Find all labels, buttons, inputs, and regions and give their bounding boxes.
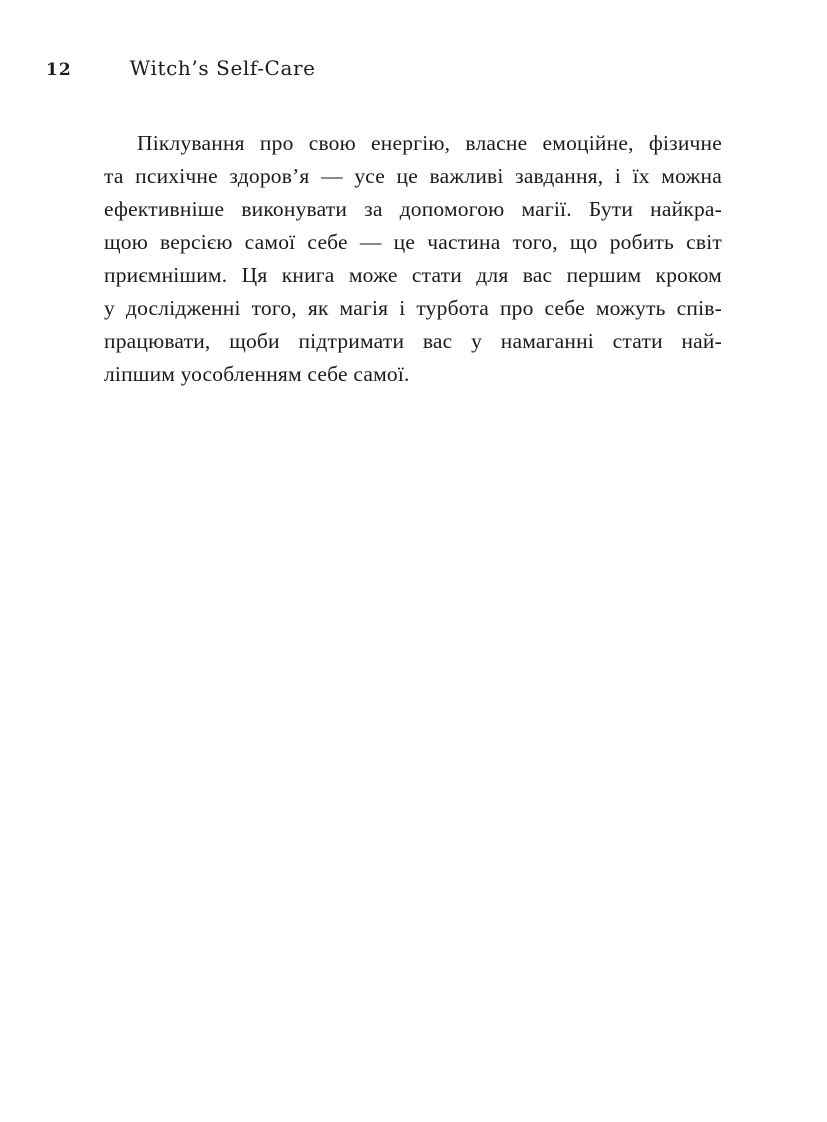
running-title: Witch’s Self-Care — [129, 56, 316, 80]
text-line: ефективніше виконувати за допомогою магії. Бути найкра- — [104, 197, 722, 221]
text-line: щою версією самої себе — це частина того, що робить світ — [104, 230, 722, 254]
text-line: та психічне здоров’я — усе це важливі завдання, і їх можна — [104, 164, 722, 188]
body-paragraph — [104, 127, 722, 391]
running-header — [46, 56, 722, 80]
text-line: Піклування про свою енергію, власне емоційне, фізичне — [137, 131, 722, 155]
text-line: ліпшим уособленням себе самої. — [104, 362, 410, 386]
text-line: у дослідженні того, як магія і турбота про себе можуть спів- — [104, 296, 722, 320]
text-line: працювати, щоби підтримати вас у намаганні стати най- — [104, 329, 722, 353]
text-line: приємнішим. Ця книга може стати для вас першим кроком — [104, 263, 722, 287]
page-number: 12 — [46, 60, 72, 80]
